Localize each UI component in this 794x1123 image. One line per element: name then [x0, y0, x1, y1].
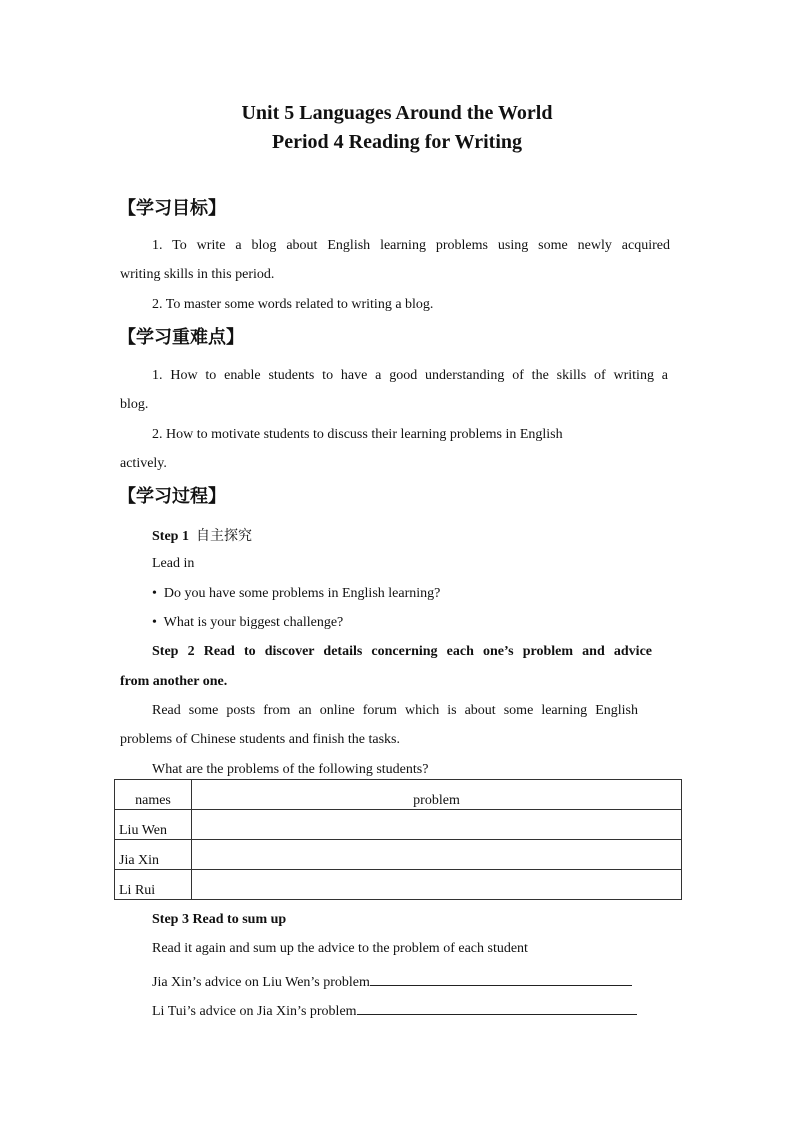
objective-1-line-1: 1. To write a blog about English learning problems using some newly acquired [152, 238, 670, 253]
advice-2-label: Li Tui’s advice on Jia Xin’s problem [152, 1004, 357, 1019]
advice-2-row [152, 1000, 637, 1020]
step-1-label: Step 1 [152, 529, 189, 544]
key-point-1-line-2: blog. [120, 397, 149, 412]
header-problem: problem [192, 780, 682, 810]
table-row [115, 810, 682, 840]
objectives-heading: 【学习目标】 [118, 198, 226, 219]
bullet-text: Do you have some problems in English learning? [163, 586, 441, 601]
bullet-text: What is your biggest challenge? [163, 615, 344, 630]
student-name: Jia Xin [115, 840, 192, 870]
bullet-item [152, 615, 343, 631]
step-1 [152, 525, 252, 545]
advice-1-blank[interactable] [370, 971, 632, 986]
table-row [115, 870, 682, 900]
read-line-2: problems of Chinese students and finish the tasks. [120, 732, 400, 747]
problem-cell[interactable] [192, 840, 682, 870]
bullet-item [152, 586, 440, 602]
read-line-1: Read some posts from an online forum which is about some learning English [152, 703, 638, 718]
step-2-line-2: from another one. [120, 674, 228, 689]
header-names: names [115, 780, 192, 810]
bullet-icon: • [152, 586, 157, 601]
step-2-line-1: Step 2 Read to discover details concerning each one’s problem and advice [152, 644, 652, 659]
document-title: Unit 5 Languages Around the World [241, 102, 553, 124]
student-name: Li Rui [115, 870, 192, 900]
key-point-2-line-2: actively. [120, 456, 167, 471]
key-point-2-line-1: 2. How to motivate students to discuss their learning problems in English [152, 427, 563, 442]
table-question: What are the problems of the following students? [152, 762, 429, 777]
document-subtitle: Period 4 Reading for Writing [272, 131, 522, 153]
step-1-chinese: 自主探究 [195, 528, 252, 544]
table-row [115, 840, 682, 870]
table-header-row [115, 780, 682, 810]
problem-cell[interactable] [192, 870, 682, 900]
process-heading: 【学习过程】 [118, 486, 226, 507]
key-point-1-line-1: 1. How to enable students to have a good understanding of the skills of writing a [152, 368, 668, 383]
step-3: Step 3 Read to sum up [152, 912, 287, 927]
objective-1-line-2: writing skills in this period. [120, 267, 275, 282]
lead-in: Lead in [152, 556, 195, 571]
advice-1-row [152, 971, 632, 991]
sum-up-instruction: Read it again and sum up the advice to the problem of each student [152, 941, 528, 956]
advice-2-blank[interactable] [357, 1000, 637, 1015]
objective-2: 2. To master some words related to writing a blog. [152, 297, 434, 312]
student-name: Liu Wen [115, 810, 192, 840]
key-points-heading: 【学习重难点】 [118, 327, 244, 348]
problems-table [114, 779, 682, 900]
problem-cell[interactable] [192, 810, 682, 840]
advice-1-label: Jia Xin’s advice on Liu Wen’s problem [152, 975, 370, 990]
bullet-icon: • [152, 615, 157, 630]
